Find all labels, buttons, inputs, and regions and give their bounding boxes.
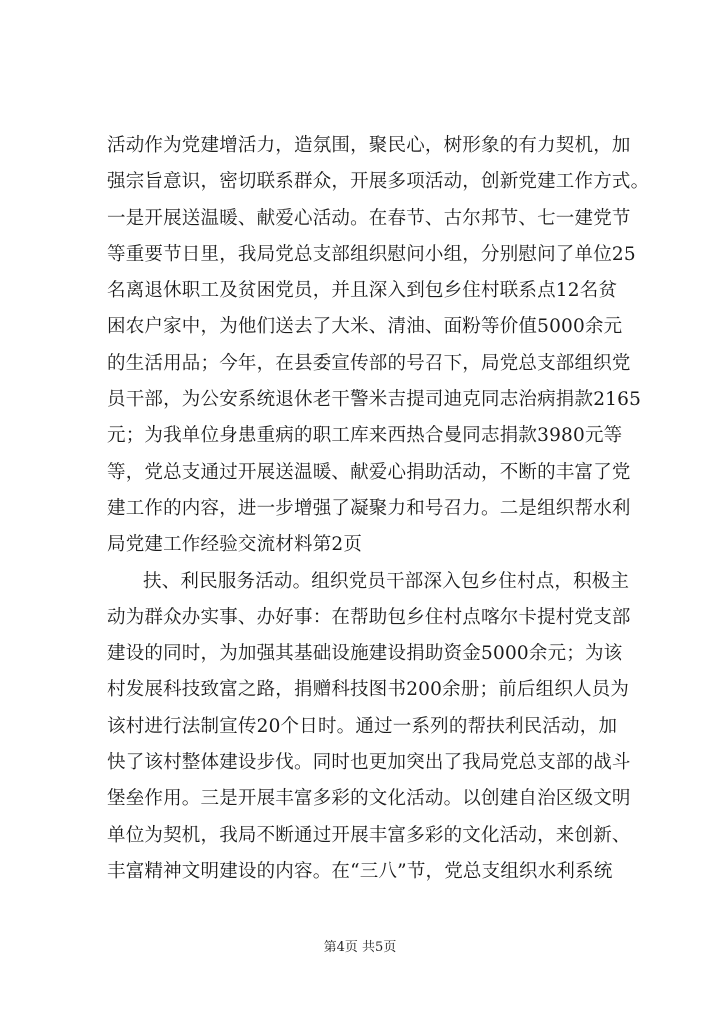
- text-line: 等重要节日里，我局党总支部组织慰问小组，分别慰问了单位25: [107, 243, 636, 265]
- text-line: 动为群众办实事、办好事：在帮助包乡住村点喀尔卡提村党支部: [107, 606, 631, 628]
- text-line: 堡垒作用。三是开展丰富多彩的文化活动。以创建自治区级文明: [107, 788, 631, 810]
- text-line-paragraph-start: 扶、利民服务活动。组织党员干部深入包乡住村点，积极主: [143, 570, 630, 592]
- text-line: 建设的同时，为加强其基础设施建设捐助资金5000余元；为该: [107, 643, 623, 665]
- text-line: 员干部，为公安系统退休老干警米吉提司迪克同志治病捐款2165: [107, 389, 642, 411]
- text-line: 的生活用品；今年，在县委宣传部的号召下，局党总支部组织党: [107, 352, 631, 374]
- body-text: [107, 128, 650, 890]
- text-line: 一是开展送温暖、献爱心活动。在春节、古尔邦节、七一建党节: [107, 207, 631, 229]
- text-line: 困农户家中，为他们送去了大米、清油、面粉等价值5000余元: [107, 316, 623, 338]
- text-line: 村发展科技致富之路，捐赠科技图书200余册；前后组织人员为: [107, 679, 630, 701]
- text-line: 强宗旨意识，密切联系群众，开展多项活动，创新党建工作方式。: [107, 171, 650, 193]
- text-line: 元；为我单位身患重病的职工库来西热合曼同志捐款3980元等: [107, 425, 623, 447]
- page-number-footer: 第4页 共5页: [323, 940, 397, 955]
- text-line: 单位为契机，我局不断通过开展丰富多彩的文化活动，来创新、: [107, 824, 631, 846]
- text-line: 丰富精神文明建设的内容。在“三八”节，党总支组织水利系统: [107, 860, 613, 882]
- text-line: 快了该村整体建设步伐。同时也更加突出了我局党总支部的战斗: [107, 752, 631, 774]
- text-line: 该村进行法制宣传20个日时。通过一系列的帮扶利民活动，加: [107, 715, 618, 737]
- text-line: 局党建工作经验交流材料第2页: [107, 534, 363, 556]
- text-line: 活动作为党建增活力，造氛围，聚民心，树形象的有力契机，加: [107, 135, 631, 156]
- text-line: 建工作的内容，进一步增强了凝聚力和号召力。二是组织帮水利: [107, 497, 631, 519]
- text-line: 等，党总支通过开展送温暖、献爱心捐助活动，不断的丰富了党: [107, 461, 631, 483]
- text-line: 名离退休职工及贫困党员，并且深入到包乡住村联系点12名贫: [107, 280, 618, 302]
